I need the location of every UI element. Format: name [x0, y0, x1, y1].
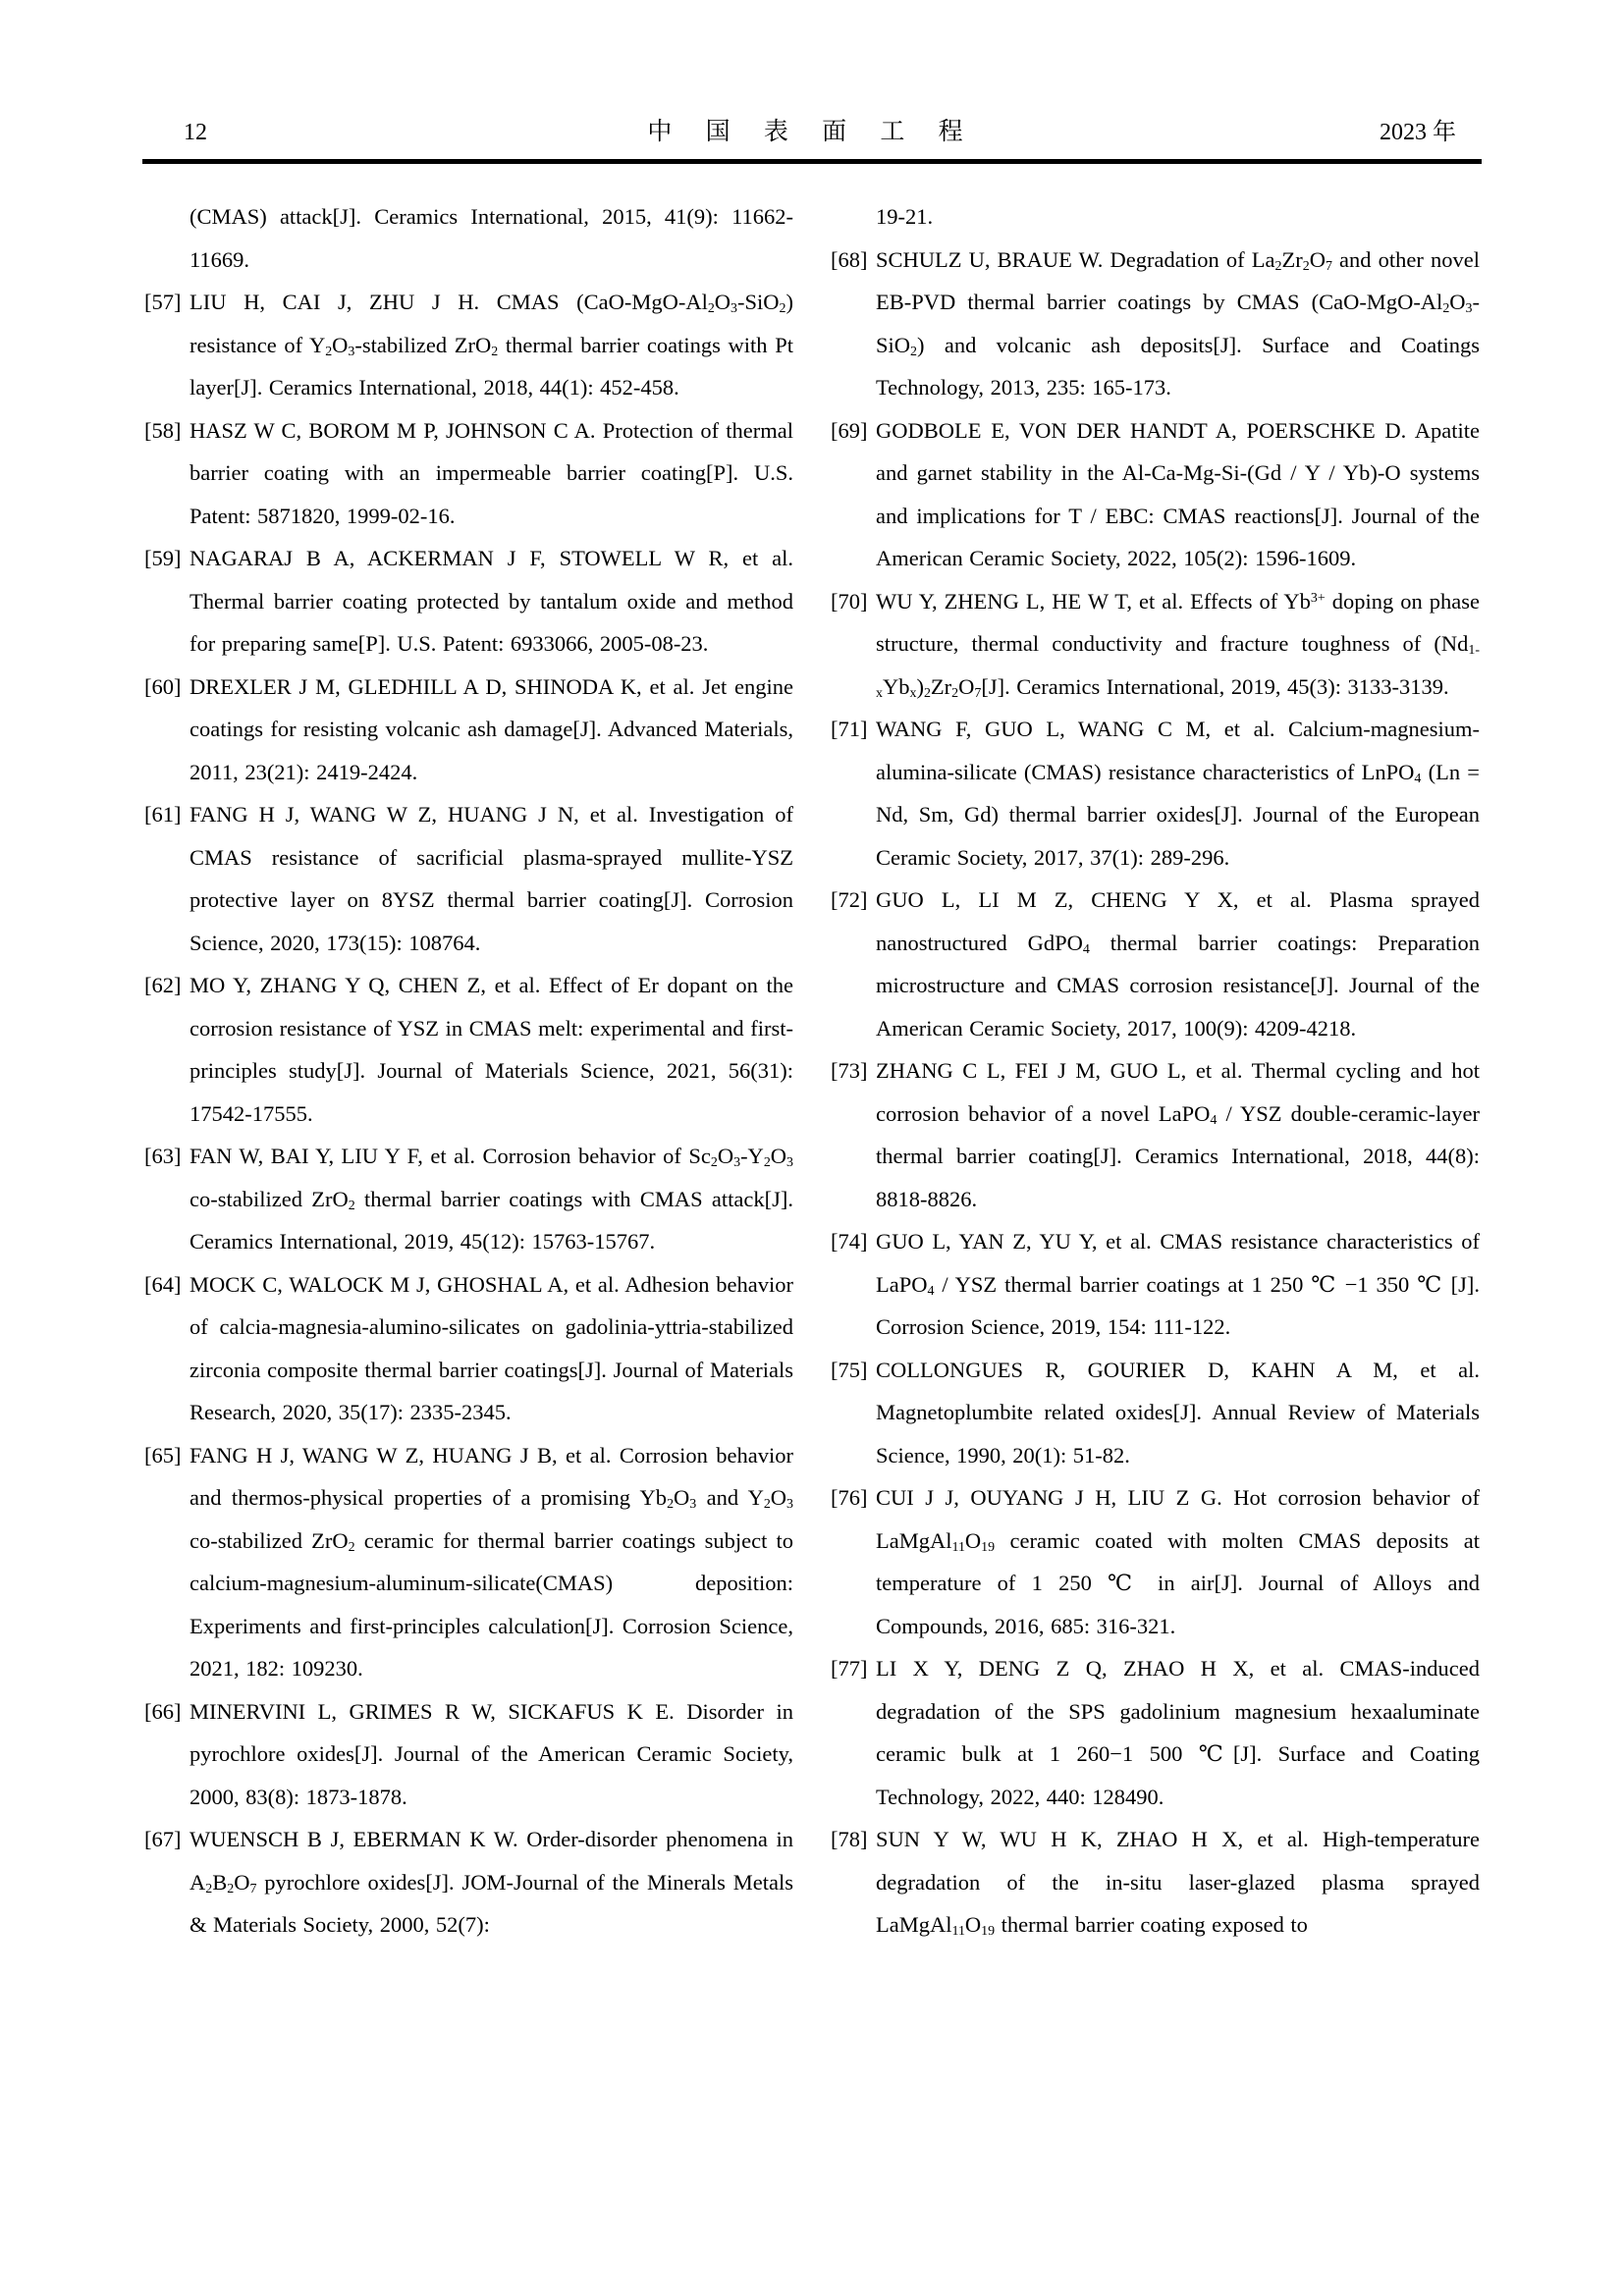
reference-entry [831, 239, 1480, 409]
reference-entry [144, 793, 793, 964]
reference-number: [58] [144, 417, 182, 443]
reference-text: LIU H, CAI J, ZHU J H. CMAS $(CaO-MgO-Al_2O_3-SiO_2)$ resistance of $Y_2O_3$-stabilized ZrO$_2$ thermal barrier coatings with Pt layer[J]. Ceramics International, 2018, 44(1): 452-458. [189, 290, 793, 400]
reference-entry [831, 195, 1480, 239]
reference-number: [59] [144, 546, 182, 570]
reference-entry [831, 879, 1480, 1049]
reference-entry [144, 409, 793, 538]
reference-text: ZHANG C L, FEI J M, GUO L, et al. Thermal cycling and hot corrosion behavior of a novel LaPO$_4$ / YSZ double-ceramic-layer thermal barrier coating[J]. Ceramics International, 2018, 44(8): 8818-8826. [876, 1058, 1480, 1211]
reference-text: WANG F, GUO L, WANG C M, et al. Calcium-magnesium-alumina-silicate (CMAS) resistance characteristics of LnPO$_4$ (Ln = Nd, Sm, Gd) thermal barrier oxides[J]. Journal of the European Ceramic Society, 2017, 37(1): 289-296. [876, 717, 1481, 870]
reference-entry [144, 964, 793, 1135]
reference-text: MOCK C, WALOCK M J, GHOSHAL A, et al. Adhesion behavior of calcia-magnesia-alumino-silicates on gadolinia-yttria-stabilized zirconia composite thermal barrier coatings[J]. Journal of Materials Research, 2020, 35(17): 2335-2345. [189, 1271, 793, 1424]
reference-text: FANG H J, WANG W Z, HUANG J B, et al. Corrosion behavior and thermos-physical properties of a promising $Yb_2O_3$ and $Y_2O_3$ co-stabilized ZrO$_2$ ceramic for thermal barrier coatings subject to calcium-magnesium-aluminum-silicate(CMAS) deposition: Experiments and first-principles calculation[J]. Corrosion Science, 2021, 182: 109230. [189, 1442, 794, 1681]
reference-number: [69] [831, 417, 868, 443]
reference-text: GUO L, YAN Z, YU Y, et al. CMAS resistance characteristics of LaPO$_4$ / YSZ thermal barrier coatings at 1 250 ℃ −1 350 ℃ [J]. Corrosion Science, 2019, 154: 111-122. [876, 1229, 1480, 1339]
reference-entry [831, 708, 1480, 879]
reference-entry [831, 1818, 1480, 1947]
reference-entry [831, 1476, 1480, 1647]
reference-text: WUENSCH B J, EBERMAN K W. Order-disorder phenomena in $A_2B_2O_7$ pyrochlore oxides[J]. JOM-Journal of the Minerals Metals & Materials Society, 2000, 52(7): [189, 1827, 793, 1937]
reference-number: [62] [144, 973, 182, 997]
references-section [0, 195, 1624, 1947]
reference-number: [61] [144, 802, 182, 827]
reference-entry [144, 1690, 793, 1819]
reference-entry [831, 409, 1480, 580]
reference-text: SUN Y W, WU H K, ZHAO H X, et al. High-temperature degradation of the in-situ laser-glazed plasma sprayed $LaMgAl_{11}O_{19}$ thermal barrier coating exposed to [876, 1827, 1480, 1940]
reference-number: [60] [144, 673, 182, 699]
reference-text: MINERVINI L, GRIMES R W, SICKAFUS K E. Disorder in pyrochlore oxides[J]. Journal of the American Ceramic Society, 2000, 83(8): 1873-1878. [189, 1698, 793, 1809]
reference-text: CUI J J, OUYANG J H, LIU Z G. Hot corrosion behavior of $LaMgAl_{11}O_{19}$ ceramic coated with molten CMAS deposits at temperature of 1 250 ℃ in air[J]. Journal of Alloys and Compounds, 2016, 685: 316-321. [876, 1485, 1480, 1638]
reference-entry [831, 1349, 1480, 1477]
reference-number: [71] [831, 717, 868, 741]
reference-text: COLLONGUES R, GOURIER D, KAHN A M, et al. Magnetoplumbite related oxides[J]. Annual Review of Materials Science, 1990, 20(1): 51-82. [876, 1357, 1480, 1468]
reference-entry [831, 1647, 1480, 1818]
reference-number: [68] [831, 246, 868, 272]
references-column-left [144, 195, 793, 1947]
journal-title: 中 国 表 面 工 程 [647, 119, 977, 145]
reference-number: [70] [831, 588, 868, 614]
reference-number: [77] [831, 1656, 868, 1681]
reference-entry [144, 1818, 793, 1947]
reference-number: [64] [144, 1271, 182, 1297]
reference-number: [72] [831, 887, 868, 912]
reference-entry [144, 1135, 793, 1263]
reference-number: [78] [831, 1827, 868, 1851]
page-number: 12 [184, 120, 207, 145]
reference-number: [66] [144, 1698, 182, 1724]
reference-number: [57] [144, 290, 182, 314]
page-header [144, 0, 1480, 147]
reference-text: FAN W, BAI Y, LIU Y F, et al. Corrosion behavior of $Sc_2O_3-Y_2O_3$ co-stabilized ZrO$_2$ thermal barrier coatings with CMAS attack[J]. Ceramics International, 2019, 45(12): 15763-15767. [189, 1144, 793, 1254]
reference-number: [63] [144, 1144, 182, 1168]
reference-text: LI X Y, DENG Z Q, ZHAO H X, et al. CMAS-induced degradation of the SPS gadolinium magnesium hexaaluminate ceramic bulk at 1 260−1 500 ℃[J]. Surface and Coating Technology, 2022, 440: 128490. [876, 1656, 1480, 1809]
reference-text: 19-21. [876, 204, 934, 229]
reference-text: GUO L, LI M Z, CHENG Y X, et al. Plasma sprayed nanostructured GdPO$_4$ thermal barrier coatings: Preparation microstructure and CMAS corrosion resistance[J]. Journal of the American Ceramic Society, 2017, 100(9): 4209-4218. [876, 887, 1480, 1041]
reference-entry [144, 1263, 793, 1434]
reference-entry [144, 666, 793, 794]
reference-text: NAGARAJ B A, ACKERMAN J F, STOWELL W R, et al. Thermal barrier coating protected by tantalum oxide and method for preparing same[P]. U.S. Patent: 6933066, 2005-08-23. [189, 546, 793, 656]
reference-entry [831, 1220, 1480, 1349]
reference-text: GODBOLE E, VON DER HANDT A, POERSCHKE D. Apatite and garnet stability in the Al-Ca-Mg-Si-(Gd / Y / Yb)-O systems and implications for T / EBC: CMAS reactions[J]. Journal of the American Ceramic Society, 2022, 105(2): 1596-1609. [876, 417, 1480, 570]
reference-text: (CMAS) attack[J]. Ceramics International, 2015, 41(9): 11662-11669. [189, 204, 793, 272]
reference-text: FANG H J, WANG W Z, HUANG J N, et al. Investigation of CMAS resistance of sacrificial plasma-sprayed mullite-YSZ protective layer on 8YSZ thermal barrier coating[J]. Corrosion Science, 2020, 173(15): 108764. [189, 802, 793, 955]
reference-number: [74] [831, 1229, 868, 1254]
reference-number: [67] [144, 1827, 182, 1851]
reference-number: [73] [831, 1058, 868, 1083]
reference-text: MO Y, ZHANG Y Q, CHEN Z, et al. Effect of Er dopant on the corrosion resistance of YSZ in CMAS melt: experimental and first-principles study[J]. Journal of Materials Science, 2021, 56(31): 17542-17555. [189, 973, 793, 1126]
reference-entry [144, 195, 793, 281]
header-rule [142, 159, 1482, 164]
reference-entry [144, 537, 793, 666]
reference-text: SCHULZ U, BRAUE W. Degradation of $La_2Zr_2O_7$ and other novel EB-PVD thermal barrier coatings by CMAS $(CaO-MgO-Al_2O_3-SiO_2)$ and volcanic ash deposits[J]. Surface and Coatings Technology, 2013, 235: 165-173. [876, 246, 1481, 400]
reference-entry [144, 1434, 793, 1690]
reference-text: HASZ W C, BOROM M P, JOHNSON C A. Protection of thermal barrier coating with an impermeable barrier coating[P]. U.S. Patent: 5871820, 1999-02-16. [189, 417, 793, 528]
reference-number: [76] [831, 1485, 868, 1510]
reference-text: WU Y, ZHENG L, HE W T, et al. Effects of $Yb^{3+}$ doping on phase structure, thermal conductivity and fracture toughness of $(Nd_{1-x}Yb_x)_2Zr_2O_7[J]$. Ceramics International, 2019, 45(3): 3133-3139. [876, 588, 1480, 701]
reference-text: DREXLER J M, GLEDHILL A D, SHINODA K, et al. Jet engine coatings for resisting volcanic ash damage[J]. Advanced Materials, 2011, 23(21): 2419-2424. [189, 673, 793, 784]
reference-entry [831, 1049, 1480, 1220]
reference-entry [831, 580, 1480, 709]
reference-entry [144, 281, 793, 409]
year-label: 2023 年 [1380, 120, 1456, 145]
reference-number: [75] [831, 1357, 868, 1382]
references-column-right [831, 195, 1480, 1947]
reference-number: [65] [144, 1442, 182, 1468]
